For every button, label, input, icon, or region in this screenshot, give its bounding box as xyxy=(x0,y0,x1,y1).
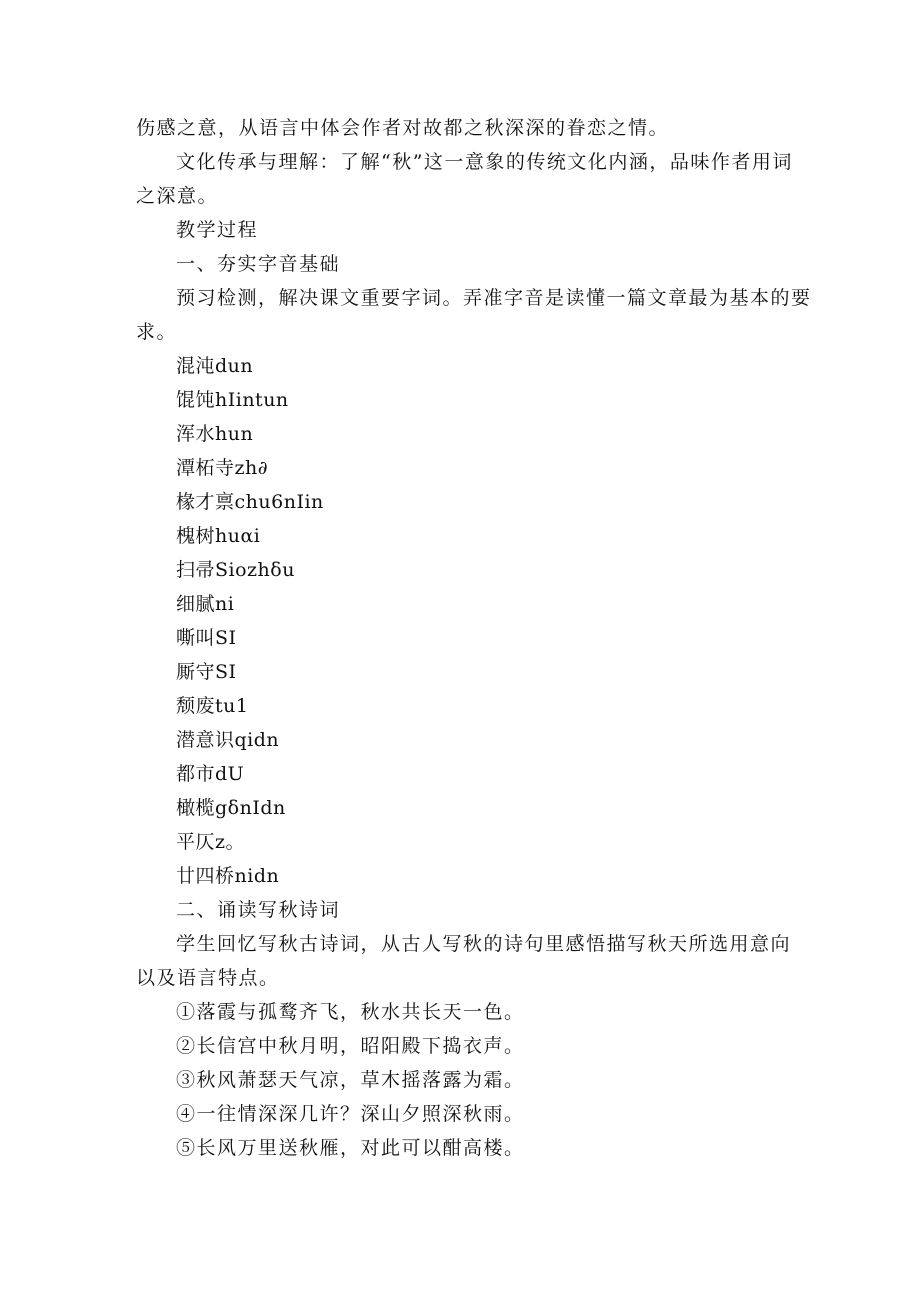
poem-line: ⑤长风万里送秋雁，对此可以酣高楼。 xyxy=(176,1137,525,1159)
section2-heading: 二、诵读写秋诗词 xyxy=(176,899,341,921)
section1-heading: 一、夯实字音基础 xyxy=(176,253,341,275)
paragraph-section2-intro-line1: 学生回忆写秋古诗词，从古人写秋的诗句里感悟描写秋天所选用意向 xyxy=(176,933,792,955)
vocab-item: 槐树huαi xyxy=(176,525,261,547)
vocab-item: 扫帚Siozhδu xyxy=(176,559,295,581)
vocab-item: 潭柘寺zh∂ xyxy=(176,457,269,479)
paragraph-preview-line2: 求。 xyxy=(136,321,178,343)
vocab-item: 廿四桥nidn xyxy=(176,865,280,887)
paragraph-culture-line2: 之深意。 xyxy=(136,185,219,207)
vocab-item: 平仄z。 xyxy=(176,831,246,853)
poem-line: ④一往情深深几许？深山夕照深秋雨。 xyxy=(176,1103,525,1125)
paragraph-culture-line1: 文化传承与理解：了解“秋”这一意象的传统文化内涵，品味作者用词 xyxy=(176,151,793,173)
paragraph-goal-tail: 伤感之意，从语言中体会作者对故都之秋深深的眷恋之情。 xyxy=(136,117,670,139)
vocab-item: 浑水hun xyxy=(176,423,254,445)
poem-line: ③秋风萧瑟天气凉，草木摇落露为霜。 xyxy=(176,1069,525,1091)
vocab-item: 嘶叫SI xyxy=(176,627,237,649)
process-heading: 教学过程 xyxy=(176,219,259,241)
vocab-item: 都市dU xyxy=(176,763,245,785)
vocab-item: 橄榄gδnIdn xyxy=(176,797,286,819)
poem-line: ②长信宫中秋月明，昭阳殿下捣衣声。 xyxy=(176,1035,525,1057)
vocab-item: 颓废tu1 xyxy=(176,695,249,717)
vocab-item: 细腻ni xyxy=(176,593,235,615)
vocab-item: 混沌dun xyxy=(176,355,254,377)
poem-line: ①落霞与孤鹜齐飞，秋水共长天一色。 xyxy=(176,1001,525,1023)
vocab-item: 厮守SI xyxy=(176,661,237,683)
paragraph-preview-line1: 预习检测，解决课文重要字词。弄准字音是读懂一篇文章最为基本的要 xyxy=(176,287,812,309)
paragraph-section2-intro-line2: 以及语言特点。 xyxy=(136,967,280,989)
vocab-item: 椽才禀chu6nIin xyxy=(176,491,324,513)
vocab-item: 潜意识qidn xyxy=(176,729,280,751)
vocab-item: 馄饨hIintun xyxy=(176,389,289,411)
